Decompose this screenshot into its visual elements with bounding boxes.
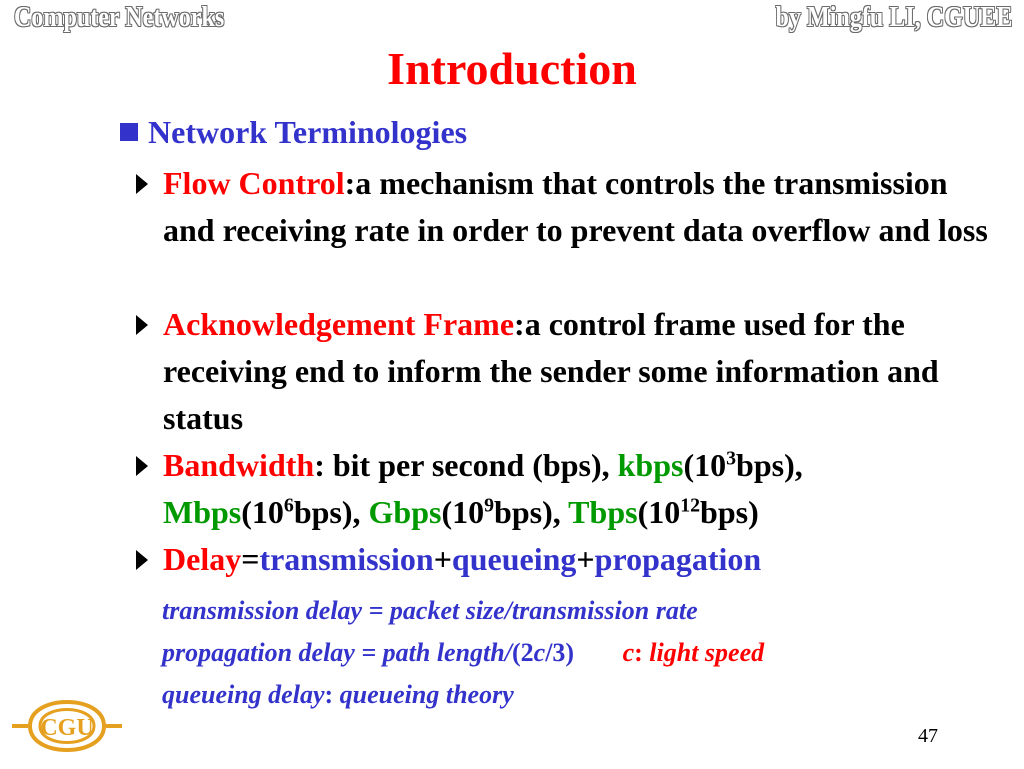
term-bandwidth: Bandwidth xyxy=(163,447,315,483)
flow-control-definition: :a mechanism that controls the transmission and receiving rate in order to prevent data overflow and loss xyxy=(163,165,988,248)
gbps-tail: bps), xyxy=(494,494,569,530)
page-number: 47 xyxy=(918,725,938,747)
triangle-bullet-icon xyxy=(136,550,148,570)
tbps-tail: bps) xyxy=(700,494,759,530)
bullet-flow-control xyxy=(136,160,1006,254)
kbps-tail: bps), xyxy=(736,447,803,483)
triangle-bullet-icon xyxy=(136,456,148,476)
mbps-value: (10 xyxy=(241,494,284,530)
c-label: c xyxy=(622,638,635,667)
kbps-value: (10 xyxy=(683,447,727,483)
unit-mbps: Mbps xyxy=(163,494,242,530)
formula-propagation-delay xyxy=(162,638,764,668)
c-colon: : xyxy=(634,638,650,667)
term-acknowledgement-frame: Acknowledgement Frame xyxy=(163,306,515,342)
bullet-bandwidth xyxy=(136,442,1006,536)
mbps-tail: bps), xyxy=(293,494,369,530)
acknowledgement-definition: :a control frame used for the receiving end to inform the sender some information and status xyxy=(163,306,939,436)
tbps-value: (10 xyxy=(637,494,681,530)
unit-tbps: Tbps xyxy=(568,494,638,530)
c-definition: light speed xyxy=(649,638,765,667)
delay-plus: + xyxy=(433,541,452,577)
propagation-formula-c: c xyxy=(533,638,546,667)
author-header: by Mingfu LI, CGUEE xyxy=(775,2,1012,33)
section-label: Network Terminologies xyxy=(148,114,468,150)
queueing-theory: queueing theory xyxy=(339,680,514,709)
term-delay: Delay xyxy=(163,541,242,577)
formula-transmission-delay: transmission delay = packet size/transmission rate xyxy=(162,596,698,625)
unit-kbps: kbps xyxy=(617,447,684,483)
delay-equals: = xyxy=(241,541,260,577)
propagation-formula-left: propagation delay = path length/ xyxy=(162,638,512,667)
propagation-formula-paren: (2 xyxy=(511,638,534,667)
cgu-logo-icon xyxy=(8,688,126,769)
delay-propagation: propagation xyxy=(594,541,762,577)
propagation-formula-tail: /3) xyxy=(545,638,575,667)
slide-title: Introduction xyxy=(387,43,637,94)
bullet-delay xyxy=(136,536,1006,583)
delay-queueing: queueing xyxy=(451,541,577,577)
tbps-exponent: 12 xyxy=(680,494,701,517)
svg-text:CGU: CGU xyxy=(40,715,94,741)
formula-queueing-delay xyxy=(162,680,514,710)
section-heading xyxy=(120,114,467,151)
unit-gbps: Gbps xyxy=(368,494,442,530)
course-title-header: Computer Networks xyxy=(14,2,225,33)
term-flow-control: Flow Control xyxy=(163,165,345,201)
queueing-colon: : xyxy=(324,680,340,709)
gbps-value: (10 xyxy=(441,494,485,530)
gbps-exponent: 9 xyxy=(484,494,495,517)
delay-plus: + xyxy=(576,541,595,577)
bullet-acknowledgement-frame xyxy=(136,301,1006,442)
square-bullet-icon xyxy=(120,123,138,141)
queueing-delay-label: queueing delay xyxy=(162,680,325,709)
bandwidth-definition: : bit per second (bps), xyxy=(314,447,618,483)
triangle-bullet-icon xyxy=(136,174,148,194)
delay-transmission: transmission xyxy=(259,541,434,577)
kbps-exponent: 3 xyxy=(726,447,737,470)
triangle-bullet-icon xyxy=(136,315,148,335)
mbps-exponent: 6 xyxy=(283,494,294,517)
